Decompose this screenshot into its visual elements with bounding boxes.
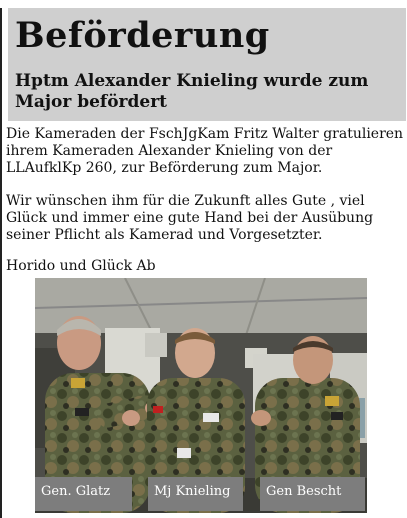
article-header <box>8 8 406 121</box>
paragraph-congratulation: Die Kameraden der FschJgKam Fritz Walter gratulieren ihrem Kameraden Alexander Knieling von der LLAufklKp 260, zur Beförderung zum Major. <box>6 126 404 176</box>
paragraph-wishes: Wir wünschen ihm für die Zukunft alles Gute , viel Glück und immer eine gute Hand bei der Ausübung seiner Pflicht als Kamerad und Vorgesetzter. <box>6 193 374 243</box>
article-subtitle: Hptm Alexander Knieling wurde zum Major befördert <box>15 71 369 112</box>
caption-mj-knieling: Mj Knieling <box>148 477 243 511</box>
left-border-rule <box>0 8 2 518</box>
page-title: Beförderung <box>15 15 270 56</box>
caption-gen-bescht: Gen Bescht <box>260 477 365 511</box>
paragraph-greeting: Horido und Glück Ab <box>6 258 156 274</box>
caption-gen-glatz: Gen. Glatz <box>35 477 132 511</box>
